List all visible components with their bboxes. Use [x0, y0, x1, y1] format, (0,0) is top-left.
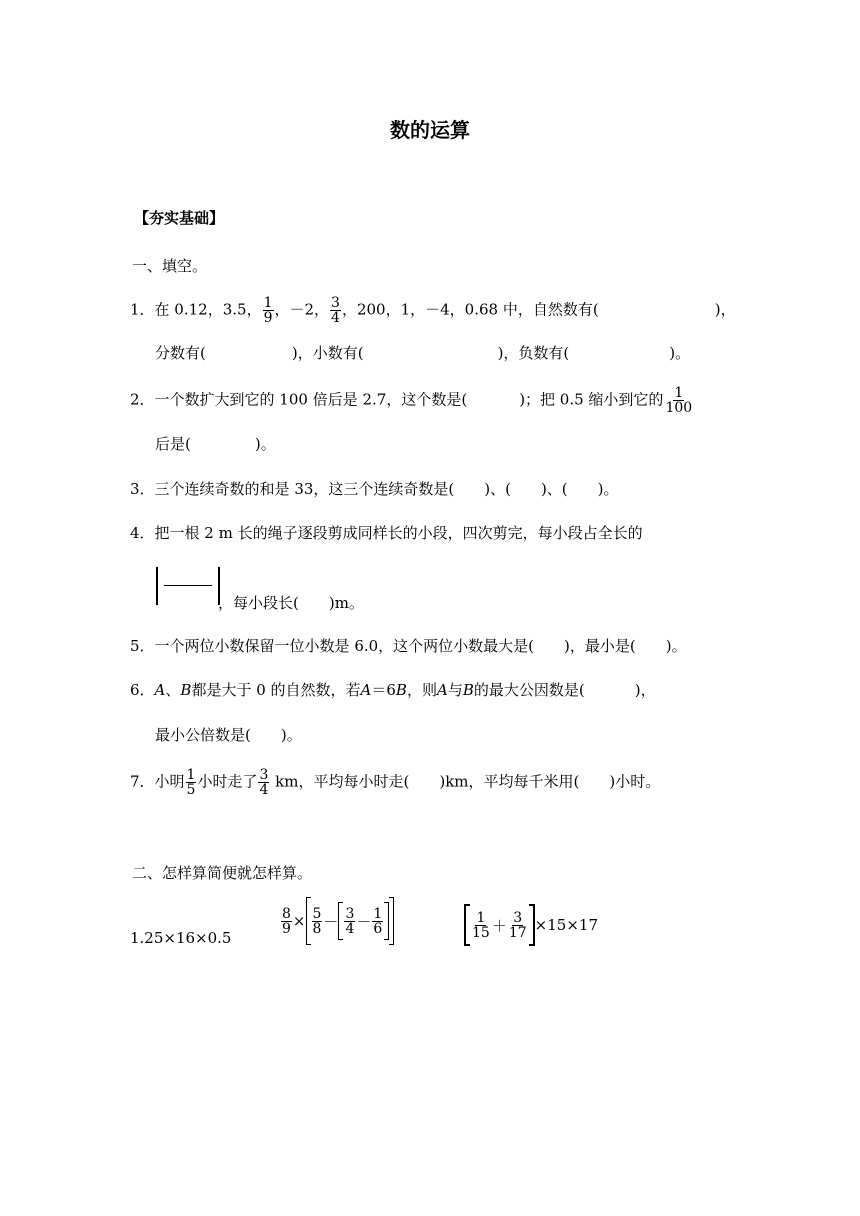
fraction: $\frac{1}{5}$	[186, 767, 196, 798]
question-2-line-1: 2．一个数扩大到它的 100 倍后是 2.7，这个数是( )；把 0.5 缩小到它的 $\frac{1}{100}$	[130, 385, 693, 416]
question-1-line-1: 1．在 0.12，3.5， $\frac{1}{9}$ ，－2， $\frac{3}{4}$ ，200，1，－4，0.68 中，自然数有( )，	[130, 295, 736, 326]
fraction: $\frac{1}{100}$	[665, 385, 693, 416]
bracket-right	[389, 897, 394, 945]
fraction: $\frac{3}{4}$	[259, 767, 269, 798]
question-3: 3．三个连续奇数的和是 33，这三个连续奇数是( )、( )、( )。	[130, 480, 619, 498]
fraction: $\frac{1}{9}$	[263, 295, 273, 326]
fraction: 1 15	[472, 909, 490, 941]
question-1-line-2: 分数有( )，小数有( )，负数有( )。	[155, 344, 691, 362]
question-4-line-2: ，每小段长( )m。	[218, 594, 364, 612]
paren-left	[338, 902, 343, 940]
question-7: 7．小明 $\frac{1}{5}$ 小时走了 $\frac{3}{4}$ km，平均每小时走( )km，平均每千米用( )小时。	[130, 767, 661, 798]
fraction: $\frac{3}{4}$	[331, 295, 340, 326]
blank-fraction-box	[156, 567, 220, 605]
part1-heading: 一、填空。	[132, 257, 208, 275]
calc-expression-3: 1 15 ＋ 3 17 ×15×17	[464, 904, 598, 946]
fraction: 5 8	[312, 905, 322, 937]
fraction: $\frac{8}{9}$	[282, 905, 291, 937]
question-4-line-1: 4．把一根 2 m 长的绳子逐段剪成同样长的小段，四次剪完，每小段占全长的	[130, 524, 643, 542]
fraction: 3 4	[345, 905, 355, 937]
question-6-line-2: 最小公倍数是( )。	[155, 726, 302, 744]
section-heading: 【夯实基础】	[134, 209, 225, 227]
calc-expression-2: $\frac{8}{9}$ × 5 8 － 3 4 － 1 6	[280, 897, 394, 945]
fraction: 3 17	[508, 909, 527, 941]
paren-left	[464, 904, 470, 946]
question-5: 5．一个两位小数保留一位小数是 6.0，这个两位小数最大是( )，最小是( )。	[130, 637, 687, 655]
bracket-left	[306, 897, 311, 945]
part2-heading: 二、怎样算简便就怎样算。	[132, 864, 313, 882]
question-6-line-1: 6．A、B都是大于 0 的自然数，若A＝6B，则A与B的最大公因数是( )，	[130, 681, 656, 699]
page-title: 数的运算	[390, 118, 470, 142]
question-2-line-2: 后是( )。	[155, 435, 276, 453]
calc-expression-1: 1.25×16×0.5	[130, 929, 232, 947]
fraction: 1 6	[373, 905, 383, 937]
